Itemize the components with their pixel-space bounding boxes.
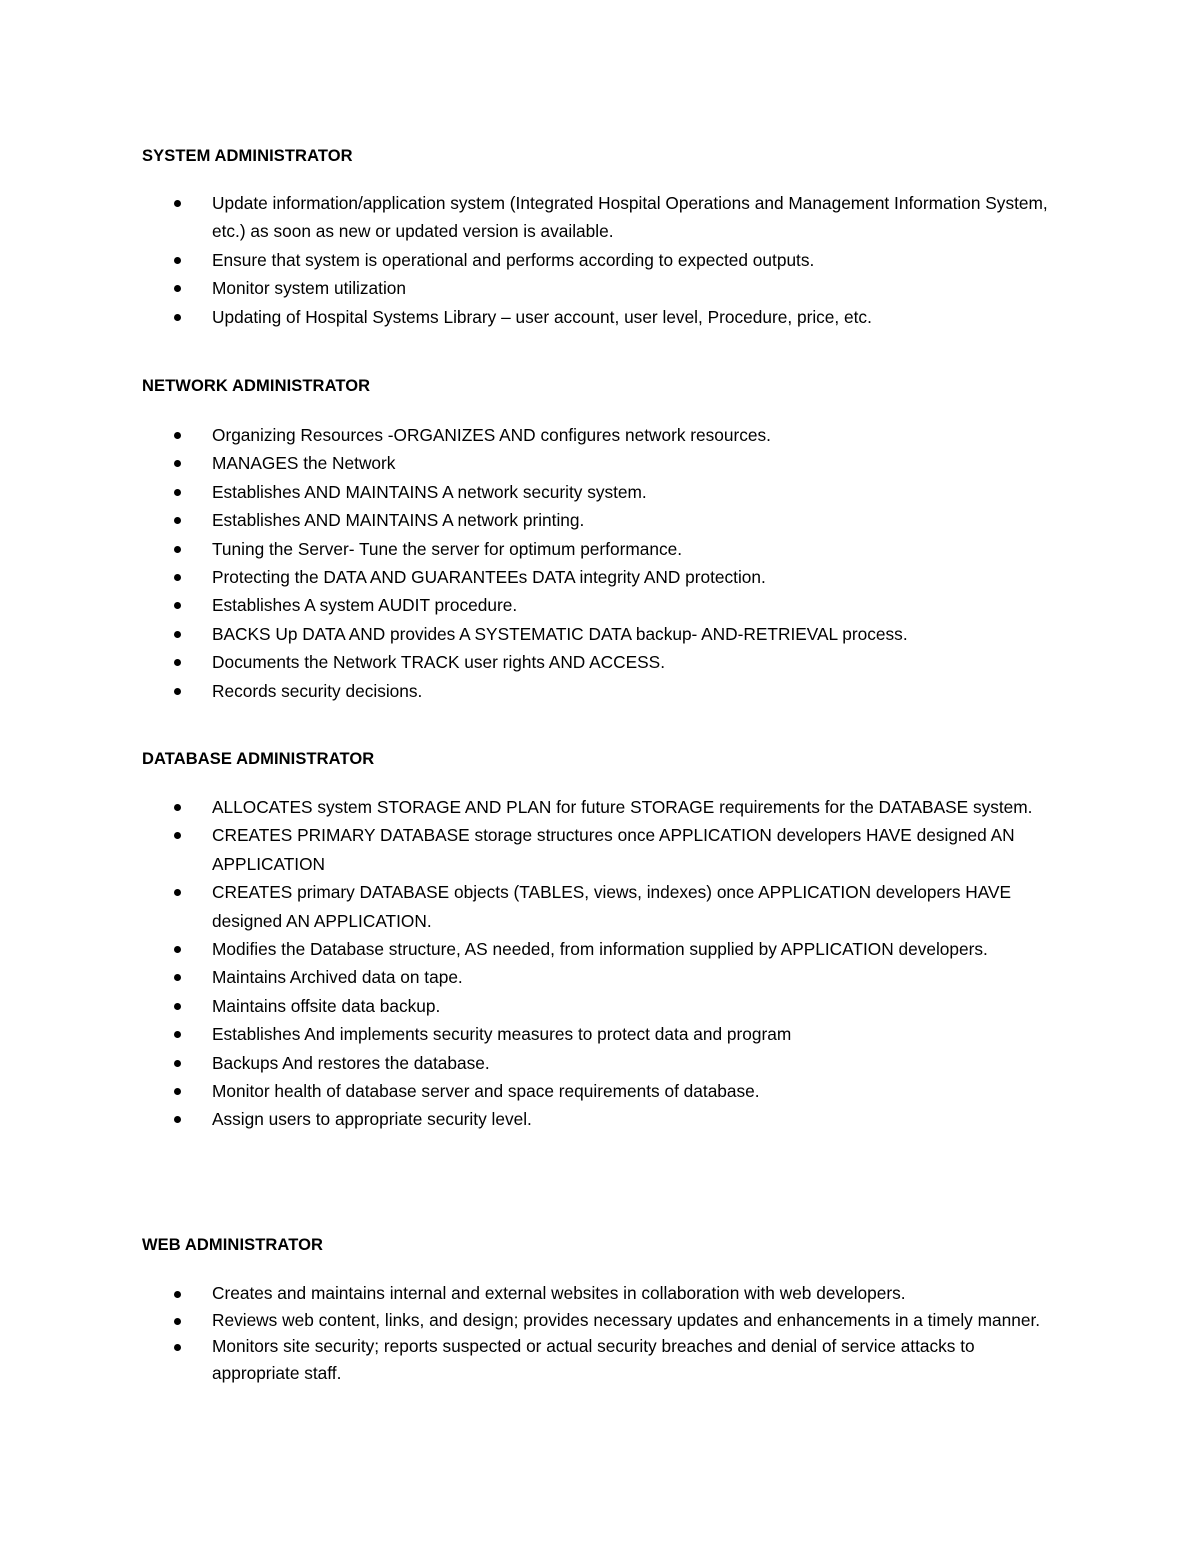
list-item-text: Monitor system utilization bbox=[212, 278, 407, 299]
list-item-text: Documents the Network TRACK user rights AND ACCESS. bbox=[212, 652, 665, 673]
bullet-icon bbox=[174, 1116, 181, 1123]
list-item bbox=[142, 1049, 1062, 1077]
list-item bbox=[142, 878, 1062, 935]
list-item-text: Establishes And implements security measures to protect data and program bbox=[212, 1024, 792, 1045]
list-item-text: ALLOCATES system STORAGE AND PLAN for future STORAGE requirements for the DATABASE system. bbox=[212, 797, 1033, 817]
list-item-text: BACKS Up DATA AND provides A SYSTEMATIC DATA backup- AND-RETRIEVAL process. bbox=[212, 623, 908, 644]
list-item bbox=[142, 421, 1062, 449]
bullet-list bbox=[142, 189, 1062, 331]
bullet-icon bbox=[174, 946, 181, 953]
list-item-text: Assign users to appropriate security level. bbox=[212, 1109, 532, 1130]
bullet-icon bbox=[174, 1088, 181, 1095]
bullet-icon bbox=[174, 688, 181, 695]
list-item bbox=[142, 246, 1062, 274]
list-item-text: Backups And restores the database. bbox=[212, 1052, 490, 1073]
bullet-icon bbox=[174, 574, 181, 581]
list-item-text: Modifies the Database structure, AS needed, from information supplied by APPLICATION developers. bbox=[212, 939, 988, 960]
list-item-text: Maintains Archived data on tape. bbox=[212, 967, 463, 988]
bullet-icon bbox=[174, 631, 181, 638]
bullet-icon bbox=[174, 1344, 181, 1351]
list-item bbox=[142, 189, 1062, 246]
bullet-icon bbox=[174, 974, 181, 981]
list-item-text: Tuning the Server- Tune the server for optimum performance. bbox=[212, 538, 683, 559]
list-item bbox=[142, 1105, 1062, 1133]
bullet-icon bbox=[174, 1031, 181, 1038]
list-item bbox=[142, 303, 1062, 331]
bullet-list bbox=[142, 421, 1062, 705]
list-item-text: Maintains offsite data backup. bbox=[212, 995, 441, 1016]
list-item-text: Records security decisions. bbox=[212, 680, 423, 701]
list-item bbox=[142, 1077, 1062, 1105]
section-system-administrator bbox=[142, 146, 1062, 331]
list-item bbox=[142, 963, 1062, 991]
section-heading: SYSTEM ADMINISTRATOR bbox=[142, 147, 353, 165]
bullet-list bbox=[142, 793, 1062, 1134]
bullet-icon bbox=[174, 889, 181, 896]
bullet-icon bbox=[174, 1060, 181, 1067]
list-item-text: Updating of Hospital Systems Library – user account, user level, Procedure, price, etc. bbox=[212, 306, 872, 327]
list-item bbox=[142, 648, 1062, 676]
bullet-icon bbox=[174, 602, 181, 609]
list-item-text: Establishes AND MAINTAINS A network printing. bbox=[212, 510, 585, 531]
bullet-icon bbox=[174, 517, 181, 524]
bullet-icon bbox=[174, 314, 181, 321]
list-item-text: Monitors site security; reports suspected or actual security breaches and denial of service attacks to appropriate staff. bbox=[212, 1336, 975, 1383]
bullet-icon bbox=[174, 432, 181, 439]
list-item bbox=[142, 1307, 1062, 1334]
section-heading: DATABASE ADMINISTRATOR bbox=[142, 750, 375, 768]
section-heading: WEB ADMINISTRATOR bbox=[142, 1236, 324, 1254]
bullet-icon bbox=[174, 546, 181, 553]
section-heading: NETWORK ADMINISTRATOR bbox=[142, 377, 371, 395]
list-item-text: Reviews web content, links, and design; provides necessary updates and enhancements in a timely manner. bbox=[212, 1309, 1041, 1330]
list-item bbox=[142, 620, 1062, 648]
bullet-list bbox=[142, 1280, 1062, 1386]
bullet-icon bbox=[174, 804, 181, 811]
list-item-text: Monitor health of database server and space requirements of database. bbox=[212, 1081, 760, 1102]
bullet-icon bbox=[174, 285, 181, 292]
list-item bbox=[142, 992, 1062, 1020]
list-item bbox=[142, 506, 1062, 534]
list-item bbox=[142, 1333, 1062, 1386]
list-item-text: Update information/application system (Integrated Hospital Operations and Management Information System, etc.) as soon as new or updated version is available. bbox=[212, 193, 1048, 242]
list-item-text: CREATES PRIMARY DATABASE storage structures once APPLICATION developers HAVE designed AN APPLICATION bbox=[212, 825, 1015, 874]
list-item bbox=[142, 793, 1062, 821]
list-item bbox=[142, 535, 1062, 563]
list-item bbox=[142, 1020, 1062, 1048]
list-item-text: Protecting the DATA AND GUARANTEEs DATA integrity AND protection. bbox=[212, 567, 766, 588]
bullet-icon bbox=[174, 1318, 181, 1325]
list-item bbox=[142, 563, 1062, 591]
list-item bbox=[142, 935, 1062, 963]
list-item-text: Ensure that system is operational and performs according to expected outputs. bbox=[212, 249, 815, 270]
section-web-administrator bbox=[142, 1235, 1062, 1386]
list-item bbox=[142, 591, 1062, 619]
list-item bbox=[142, 677, 1062, 705]
list-item bbox=[142, 821, 1062, 878]
bullet-icon bbox=[174, 257, 181, 264]
list-item bbox=[142, 478, 1062, 506]
list-item-text: CREATES primary DATABASE objects (TABLES, views, indexes) once APPLICATION developers HAVE designed AN APPLICATION. bbox=[212, 882, 1012, 931]
list-item-text: Organizing Resources -ORGANIZES AND configures network resources. bbox=[212, 425, 771, 445]
list-item-text: MANAGES the Network bbox=[212, 453, 396, 474]
bullet-icon bbox=[174, 659, 181, 666]
bullet-icon bbox=[174, 1003, 181, 1010]
bullet-icon bbox=[174, 1291, 181, 1298]
bullet-icon bbox=[174, 200, 181, 207]
list-item-text: Establishes AND MAINTAINS A network security system. bbox=[212, 481, 647, 502]
bullet-icon bbox=[174, 460, 181, 467]
list-item bbox=[142, 1280, 1062, 1307]
bullet-icon bbox=[174, 489, 181, 496]
list-item bbox=[142, 274, 1062, 302]
list-item bbox=[142, 449, 1062, 477]
list-item-text: Creates and maintains internal and external websites in collaboration with web developers. bbox=[212, 1283, 906, 1303]
section-network-administrator bbox=[142, 376, 1062, 705]
list-item-text: Establishes A system AUDIT procedure. bbox=[212, 595, 518, 616]
bullet-icon bbox=[174, 832, 181, 839]
section-database-administrator bbox=[142, 749, 1062, 1134]
